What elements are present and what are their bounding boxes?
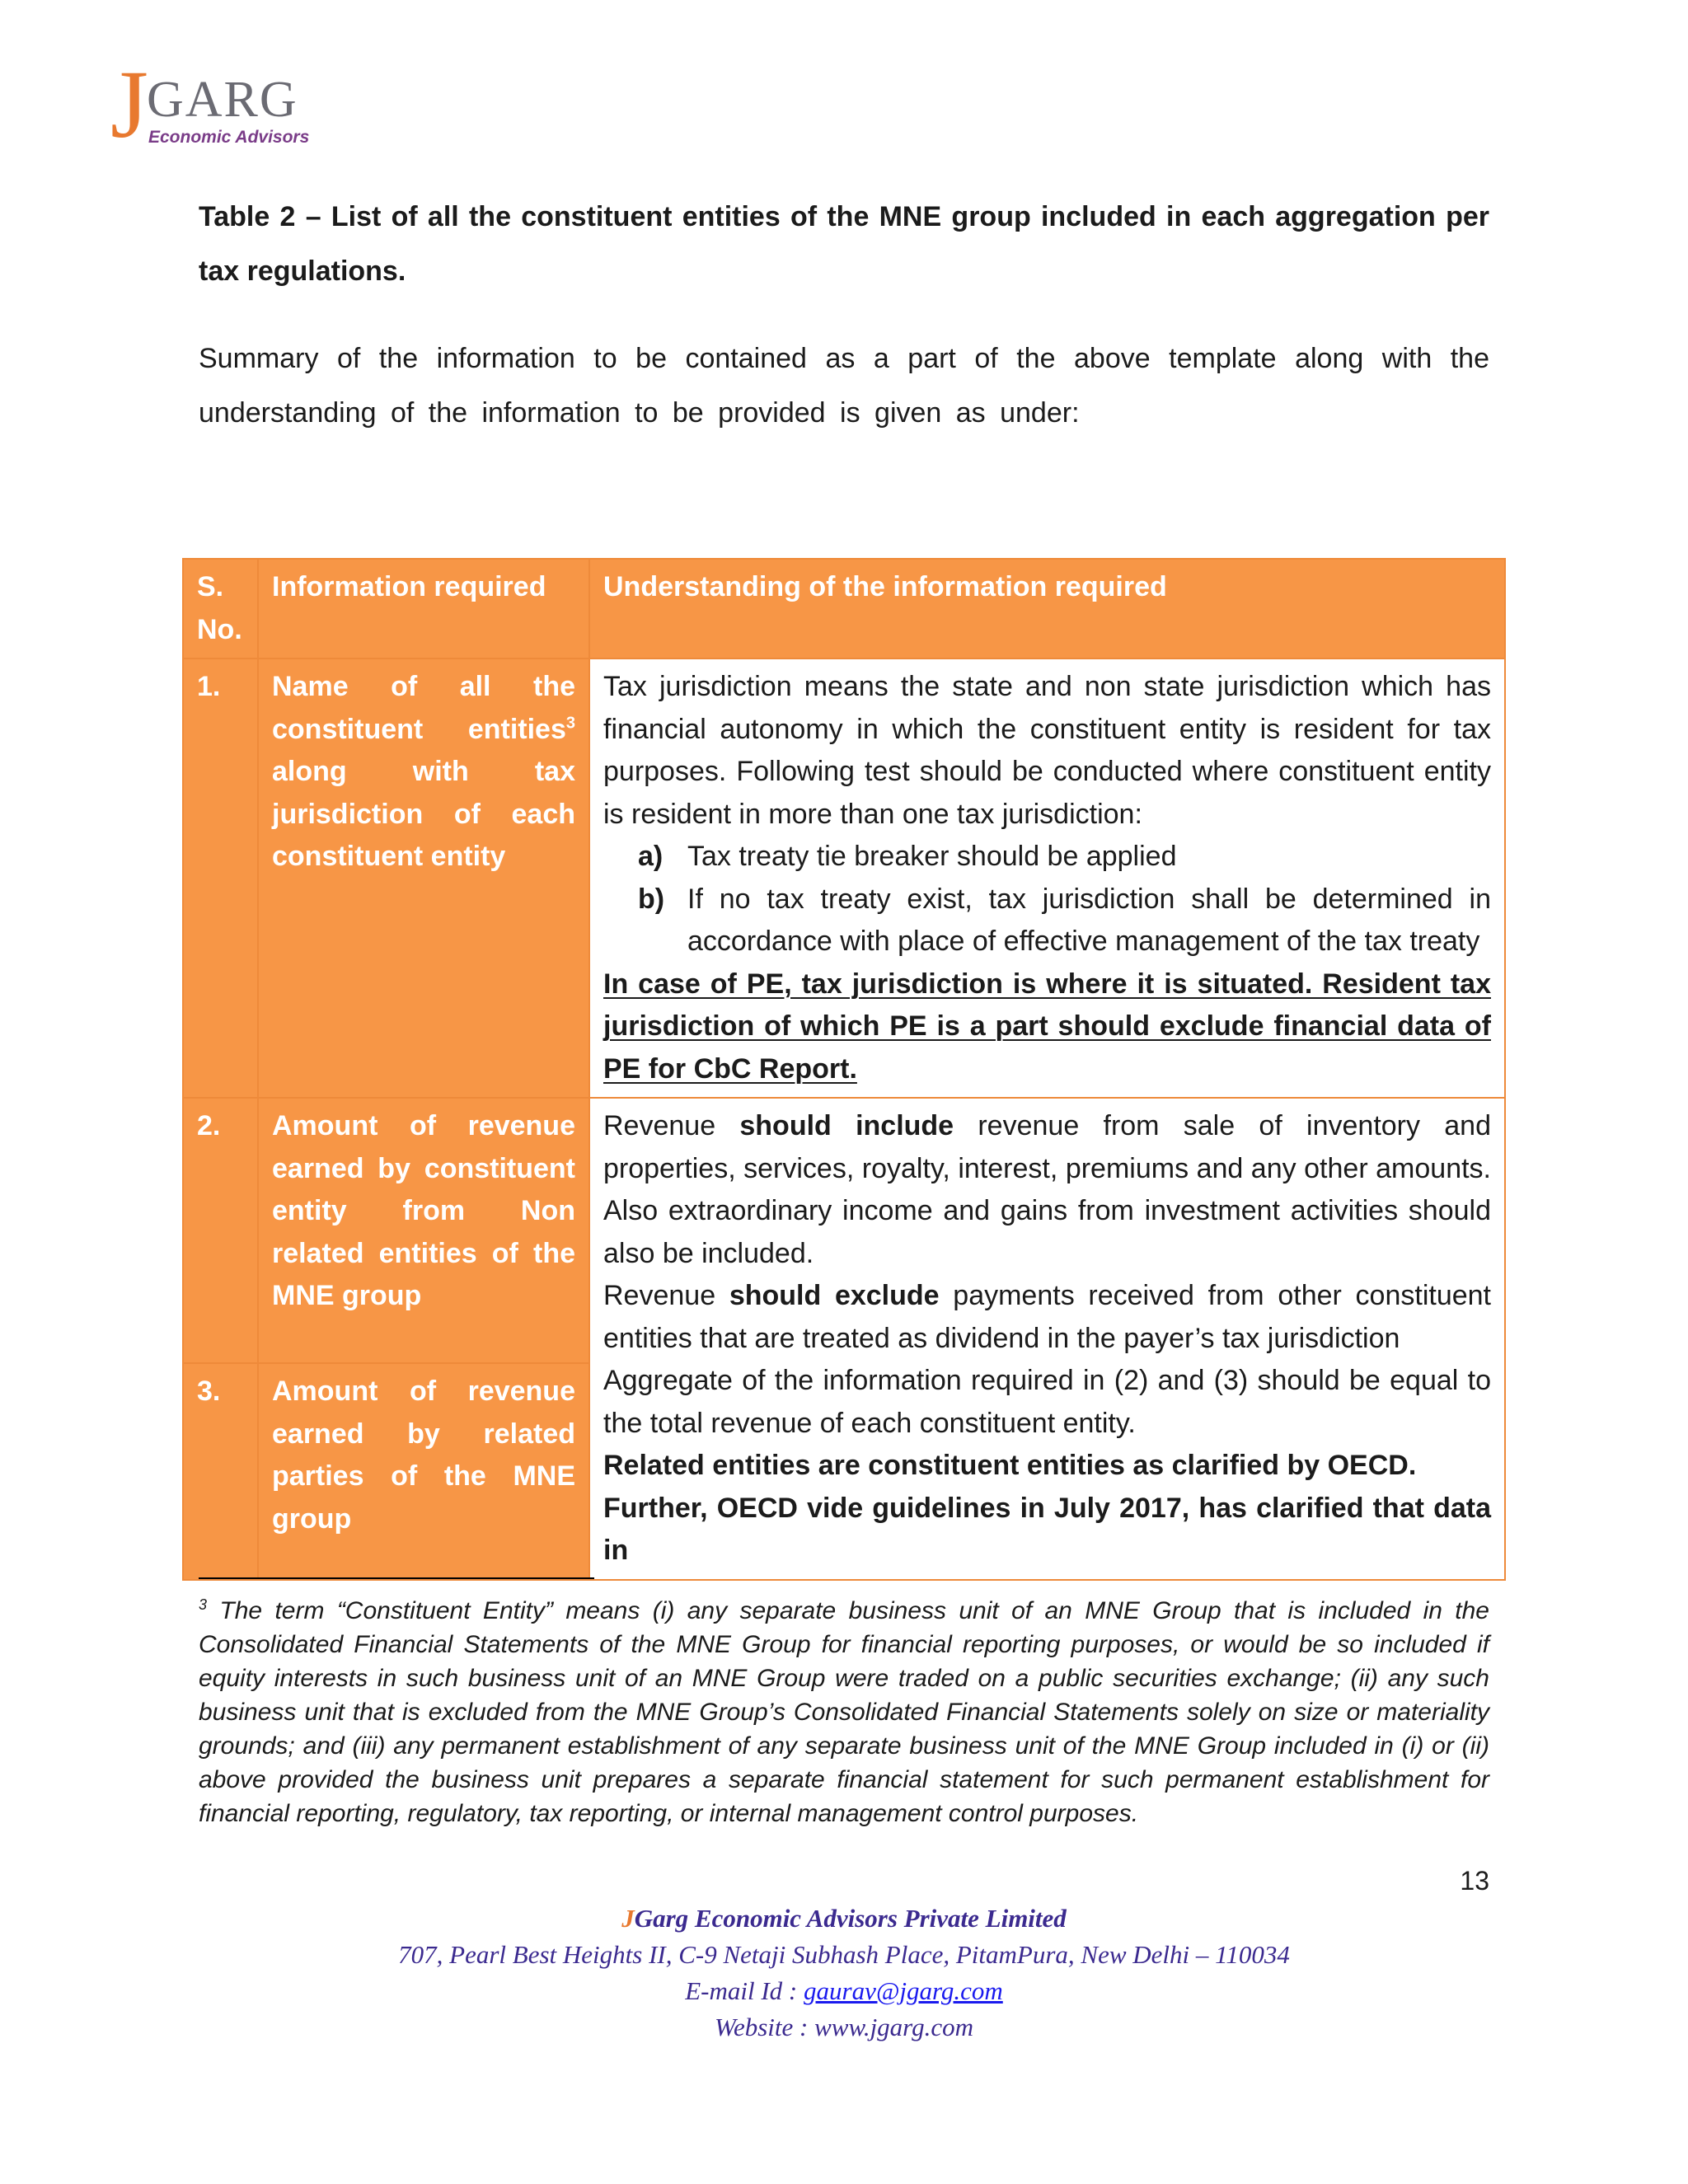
row-understanding — [589, 1098, 1505, 1580]
list-item — [638, 879, 1491, 963]
footer-email-label: E-mail Id : — [685, 1976, 804, 2005]
footer-website: Website : www.jgarg.com — [714, 2013, 973, 2041]
understanding-paragraph: Related entities are constituent entities as clarified by OECD. — [603, 1450, 1417, 1481]
table-heading: Table 2 – List of all the constituent entities of the MNE group included in each aggregation per tax regulations. — [199, 201, 1489, 287]
understanding-paragraph: Further, OECD vide guidelines in July 2017, has clarified that data in — [603, 1492, 1491, 1566]
logo-letter: J — [110, 50, 148, 158]
row-number: 1. — [183, 658, 258, 1098]
footnote-marker: 3 — [199, 1596, 208, 1613]
footnote-text: The term “Constituent Entity” means (i) any separate business unit of an MNE Group that is included in the Consolidated Financial Statements of the MNE Group for financial reporting purposes, or would be so included if equity interests in such business unit of an MNE Group were traded on a public securities exchange; (ii) any such business unit that is excluded from the MNE Group’s Consolidated Financial Statements solely on size or materiality grounds; and (iii) any permanent establishment of any separate business unit of the MNE Group included in (i) or (ii) above provided the business unit prepares a separate financial statement for such permanent establishment for financial reporting, regulatory, tax reporting, or internal management control purposes. — [199, 1597, 1489, 1827]
footer-company-name: Garg Economic Advisors Private Limited — [634, 1904, 1067, 1933]
understanding-paragraph: Tax jurisdiction means the state and non state jurisdiction which has financial autonomy in which the constituent entity is resident for tax purposes. Following test should be conducted where constituent entity is resident in more than one tax jurisdiction: — [603, 671, 1491, 830]
bullet-label: b) — [638, 883, 665, 915]
footnote-ref: 3 — [565, 714, 575, 733]
text-segment: payments received from other constituent entities that are treated as dividend in the payer’s tax jurisdiction — [603, 1280, 1491, 1354]
header-understanding: Understanding of the information required — [589, 559, 1505, 658]
bullet-label: a) — [638, 841, 663, 872]
row-number: 3. — [183, 1363, 258, 1579]
row-information: Amount of revenue earned by related parties of the MNE group — [258, 1363, 589, 1579]
text-segment: Revenue — [603, 1110, 740, 1141]
text-emphasis: should exclude — [729, 1280, 940, 1311]
intro-paragraph: Summary of the information to be contained as a part of the above template along with the understanding of the information to be provided is given as under: — [199, 343, 1489, 429]
row-information — [258, 658, 589, 1098]
information-table — [182, 558, 1506, 1581]
footer-email — [0, 1973, 1688, 2009]
table-row — [183, 658, 1505, 1098]
text-emphasis: should include — [739, 1110, 954, 1141]
pe-note: In case of PE, tax jurisdiction is where it is situated. Resident tax jurisdiction of which PE is a part should exclude financial data of PE for CbC Report. — [603, 968, 1491, 1085]
footer-address: 707, Pearl Best Heights II, C-9 Netaji Subhash Place, PitamPura, New Delhi – 110034 — [398, 1940, 1290, 1969]
table-header-row — [183, 559, 1505, 658]
footer-company — [0, 1900, 1688, 1937]
list-item — [638, 836, 1491, 879]
footer-company-j: J — [621, 1904, 635, 1933]
text-segment: revenue from sale of inventory and properties, services, royalty, interest, premiums and any other amounts. Also extraordinary income and gains from investment activities should also be included. — [603, 1110, 1491, 1269]
logo-name: GARG — [147, 72, 298, 128]
company-logo — [110, 50, 325, 158]
info-text-tail: along with tax jurisdiction of each constituent entity — [272, 756, 575, 872]
logo-tagline: Economic Advisors — [148, 128, 310, 147]
row-number: 2. — [183, 1098, 258, 1363]
header-information-required: Information required — [258, 559, 589, 658]
bullet-text: Tax treaty tie breaker should be applied — [687, 841, 1177, 872]
footnote-divider — [199, 1577, 594, 1579]
bullet-text: If no tax treaty exist, tax jurisdiction shall be determined in accordance with place of effective management of the tax treaty — [687, 883, 1491, 957]
understanding-paragraph: Aggregate of the information required in (2) and (3) should be equal to the total revenue of each constituent entity. — [603, 1365, 1491, 1439]
row-information: Amount of revenue earned by constituent entity from Non related entities of the MNE group — [258, 1098, 589, 1363]
page-number: 13 — [1460, 1866, 1489, 1896]
understanding-paragraph — [603, 1275, 1491, 1360]
row-understanding — [589, 658, 1505, 1098]
email-link[interactable]: gaurav@jgarg.com — [804, 1976, 1003, 2005]
text-segment: Revenue — [603, 1280, 729, 1311]
footnote — [199, 1594, 1489, 1830]
table-row — [183, 1098, 1505, 1363]
info-text: Name of all the constituent entities — [272, 671, 575, 745]
understanding-paragraph — [603, 1105, 1491, 1275]
header-sno: S. No. — [183, 559, 258, 658]
